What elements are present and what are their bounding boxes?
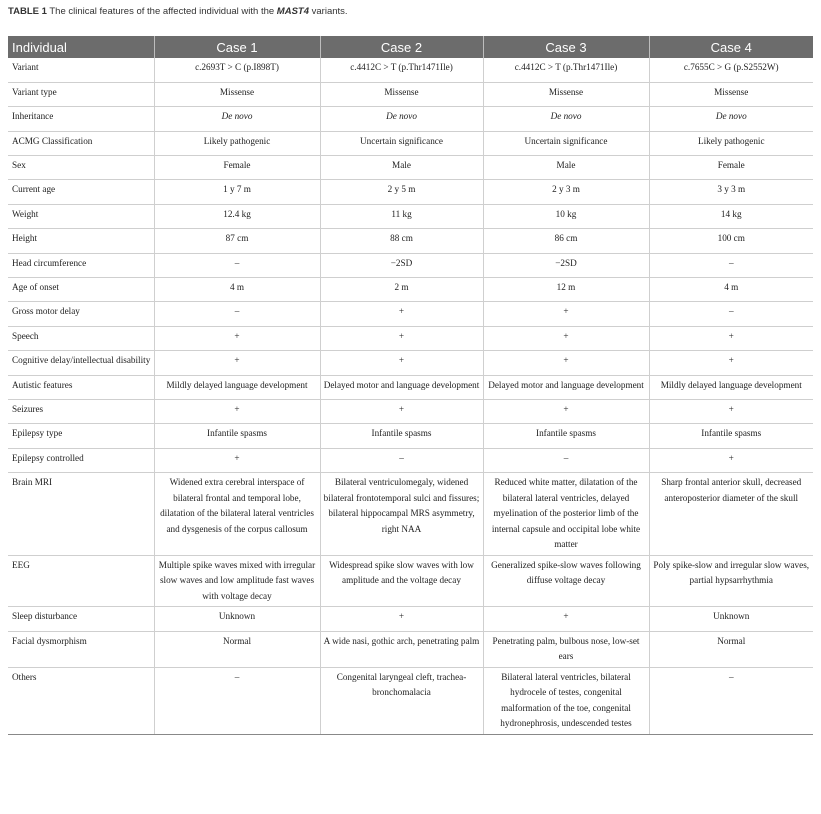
cell-case-4: + — [649, 448, 813, 472]
table-row — [8, 156, 813, 180]
cell-case-2: Bilateral ventriculomegaly, widened bilateral frontotemporal sulci and fissures; bilateral hippocampal MRS asymmetry, right NAA — [320, 473, 483, 556]
cell-case-3: Delayed motor and language development — [483, 375, 649, 399]
cell-case-1: + — [154, 448, 320, 472]
row-label: Current age — [8, 180, 154, 204]
cell-case-1: – — [154, 302, 320, 326]
cell-case-4: Mildly delayed language development — [649, 375, 813, 399]
header-case-2: Case 2 — [320, 36, 483, 58]
cell-case-3: + — [483, 326, 649, 350]
cell-case-1: + — [154, 351, 320, 375]
cell-case-1: 87 cm — [154, 229, 320, 253]
row-label: Others — [8, 667, 154, 734]
cell-case-2: Male — [320, 156, 483, 180]
row-label: Epilepsy type — [8, 424, 154, 448]
cell-case-2: A wide nasi, gothic arch, penetrating palm — [320, 631, 483, 667]
cell-case-3: c.4412C > T (p.Thr1471Ile) — [483, 58, 649, 82]
row-label: ACMG Classification — [8, 131, 154, 155]
table-row — [8, 667, 813, 734]
cell-case-2: Delayed motor and language development — [320, 375, 483, 399]
cell-case-2: Infantile spasms — [320, 424, 483, 448]
cell-case-2: c.4412C > T (p.Thr1471Ile) — [320, 58, 483, 82]
cell-case-4: 4 m — [649, 278, 813, 302]
cell-case-1: Widened extra cerebral interspace of bilateral frontal and temporal lobe, dilatation of the bilateral lateral ventricles and dysgenesis of the corpus callosum — [154, 473, 320, 556]
cell-case-3: 86 cm — [483, 229, 649, 253]
cell-case-3: – — [483, 448, 649, 472]
row-label: Sex — [8, 156, 154, 180]
cell-case-4: + — [649, 326, 813, 350]
table-label: TABLE 1 — [8, 6, 47, 17]
table-row — [8, 473, 813, 556]
cell-case-2: −2SD — [320, 253, 483, 277]
cell-case-2: De novo — [320, 107, 483, 131]
cell-case-4: + — [649, 399, 813, 423]
cell-case-3: Missense — [483, 82, 649, 106]
table-row — [8, 351, 813, 375]
table-row — [8, 607, 813, 631]
row-label: Head circumference — [8, 253, 154, 277]
cell-case-1: Normal — [154, 631, 320, 667]
cell-case-4: Sharp frontal anterior skull, decreased anteroposterior diameter of the skull — [649, 473, 813, 556]
cell-case-4: Poly spike-slow and irregular slow waves, partial hypsarrhythmia — [649, 555, 813, 607]
table-row — [8, 229, 813, 253]
cell-case-3: Penetrating palm, bulbous nose, low-set ears — [483, 631, 649, 667]
cell-case-2: + — [320, 351, 483, 375]
row-label: Epilepsy controlled — [8, 448, 154, 472]
table-row — [8, 204, 813, 228]
cell-case-1: – — [154, 667, 320, 734]
cell-case-1: Multiple spike waves mixed with irregular slow waves and low amplitude fast waves with voltage decay — [154, 555, 320, 607]
cell-case-2: Widespread spike slow waves with low amplitude and the voltage decay — [320, 555, 483, 607]
caption-gene: MAST4 — [276, 6, 309, 17]
table-row — [8, 448, 813, 472]
cell-case-1: Infantile spasms — [154, 424, 320, 448]
cell-case-3: 10 kg — [483, 204, 649, 228]
cell-case-4: Normal — [649, 631, 813, 667]
row-label: EEG — [8, 555, 154, 607]
table-row — [8, 58, 813, 82]
cell-case-4: De novo — [649, 107, 813, 131]
row-label: Height — [8, 229, 154, 253]
cell-case-1: + — [154, 326, 320, 350]
table-row — [8, 107, 813, 131]
header-case-1: Case 1 — [154, 36, 320, 58]
cell-case-4: 14 kg — [649, 204, 813, 228]
cell-case-3: Reduced white matter, dilatation of the bilateral lateral ventricles, delayed myelination of the posterior limb of the internal capsule and occipital lobe white matter — [483, 473, 649, 556]
row-label: Facial dysmorphism — [8, 631, 154, 667]
cell-case-2: + — [320, 607, 483, 631]
row-label: Gross motor delay — [8, 302, 154, 326]
cell-case-1: 12.4 kg — [154, 204, 320, 228]
cell-case-2: Missense — [320, 82, 483, 106]
row-label: Seizures — [8, 399, 154, 423]
table-row — [8, 631, 813, 667]
cell-case-2: + — [320, 399, 483, 423]
cell-case-4: Infantile spasms — [649, 424, 813, 448]
cell-case-1: – — [154, 253, 320, 277]
cell-case-3: Infantile spasms — [483, 424, 649, 448]
cell-case-2: + — [320, 302, 483, 326]
cell-case-3: + — [483, 351, 649, 375]
table-body — [8, 58, 813, 734]
row-label: Inheritance — [8, 107, 154, 131]
cell-case-4: Female — [649, 156, 813, 180]
table-row — [8, 82, 813, 106]
table-row — [8, 424, 813, 448]
table-row — [8, 399, 813, 423]
caption-text-after: variants. — [309, 6, 348, 17]
cell-case-4: Unknown — [649, 607, 813, 631]
table-caption — [8, 6, 813, 17]
table-row — [8, 131, 813, 155]
cell-case-2: 11 kg — [320, 204, 483, 228]
table-row — [8, 555, 813, 607]
row-label: Cognitive delay/intellectual disability — [8, 351, 154, 375]
header-individual: Individual — [8, 36, 154, 58]
cell-case-4: – — [649, 253, 813, 277]
table-header — [8, 36, 813, 58]
cell-case-3: Bilateral lateral ventricles, bilateral hydrocele of testes, congenital malformation of the toe, congenital hydronephrosis, undescended testes — [483, 667, 649, 734]
cell-case-1: Female — [154, 156, 320, 180]
row-label: Brain MRI — [8, 473, 154, 556]
cell-case-2: + — [320, 326, 483, 350]
cell-case-4: c.7655C > G (p.S2552W) — [649, 58, 813, 82]
cell-case-4: Likely pathogenic — [649, 131, 813, 155]
cell-case-3: De novo — [483, 107, 649, 131]
row-label: Variant type — [8, 82, 154, 106]
table-row — [8, 253, 813, 277]
header-case-3: Case 3 — [483, 36, 649, 58]
table-row — [8, 326, 813, 350]
cell-case-3: Generalized spike-slow waves following diffuse voltage decay — [483, 555, 649, 607]
table-row — [8, 180, 813, 204]
cell-case-1: De novo — [154, 107, 320, 131]
clinical-features-table — [8, 36, 813, 735]
cell-case-4: Missense — [649, 82, 813, 106]
cell-case-1: Unknown — [154, 607, 320, 631]
row-label: Speech — [8, 326, 154, 350]
cell-case-4: + — [649, 351, 813, 375]
cell-case-4: – — [649, 302, 813, 326]
cell-case-2: Uncertain significance — [320, 131, 483, 155]
row-label: Autistic features — [8, 375, 154, 399]
cell-case-4: 100 cm — [649, 229, 813, 253]
row-label: Weight — [8, 204, 154, 228]
cell-case-3: + — [483, 399, 649, 423]
cell-case-3: + — [483, 607, 649, 631]
cell-case-1: c.2693T > C (p.I898T) — [154, 58, 320, 82]
cell-case-2: Congenital laryngeal cleft, trachea-bronchomalacia — [320, 667, 483, 734]
cell-case-3: Male — [483, 156, 649, 180]
cell-case-1: Likely pathogenic — [154, 131, 320, 155]
cell-case-3: −2SD — [483, 253, 649, 277]
cell-case-3: Uncertain significance — [483, 131, 649, 155]
cell-case-1: + — [154, 399, 320, 423]
cell-case-1: Mildly delayed language development — [154, 375, 320, 399]
table-row — [8, 302, 813, 326]
cell-case-1: Missense — [154, 82, 320, 106]
cell-case-1: 1 y 7 m — [154, 180, 320, 204]
header-case-4: Case 4 — [649, 36, 813, 58]
cell-case-2: 2 y 5 m — [320, 180, 483, 204]
cell-case-4: – — [649, 667, 813, 734]
cell-case-2: 88 cm — [320, 229, 483, 253]
cell-case-3: 12 m — [483, 278, 649, 302]
caption-text-before: The clinical features of the affected individual with the — [46, 6, 277, 17]
cell-case-2: – — [320, 448, 483, 472]
cell-case-4: 3 y 3 m — [649, 180, 813, 204]
row-label: Age of onset — [8, 278, 154, 302]
cell-case-3: 2 y 3 m — [483, 180, 649, 204]
table-row — [8, 278, 813, 302]
table-row — [8, 375, 813, 399]
cell-case-2: 2 m — [320, 278, 483, 302]
row-label: Sleep disturbance — [8, 607, 154, 631]
cell-case-1: 4 m — [154, 278, 320, 302]
cell-case-3: + — [483, 302, 649, 326]
row-label: Variant — [8, 58, 154, 82]
